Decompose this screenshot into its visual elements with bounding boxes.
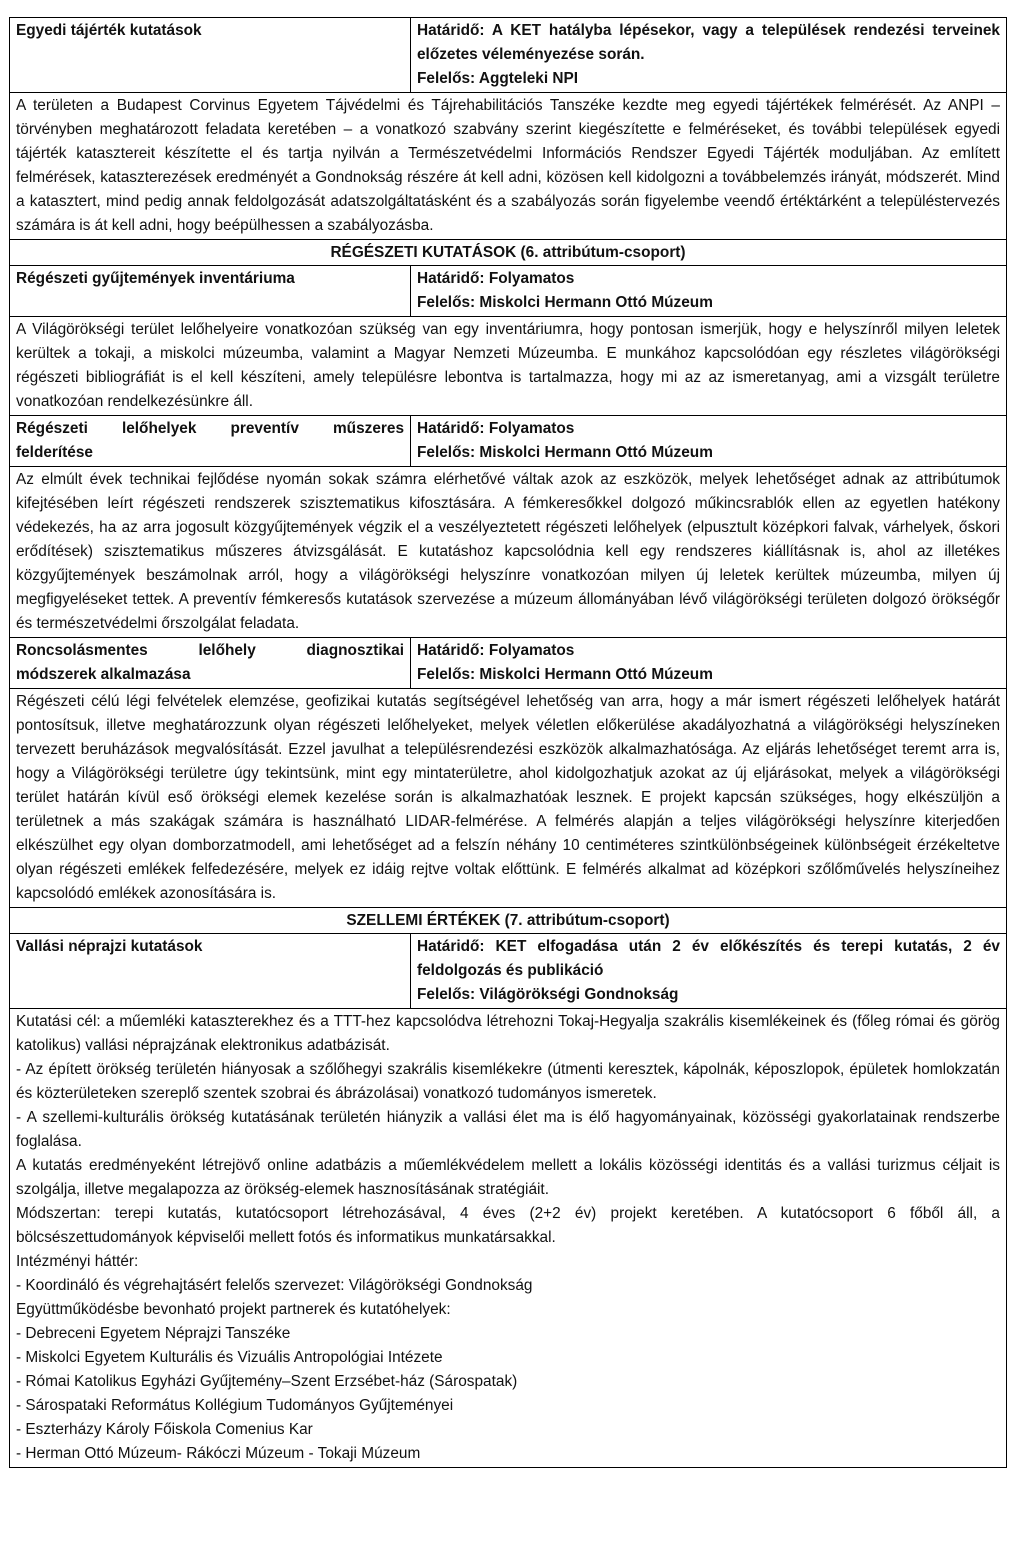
task-meta [411, 638, 1007, 689]
task-title-line: Roncsolásmentes lelőhely diagnosztikai [16, 642, 404, 659]
partner-item: - Debreceni Egyetem Néprajzi Tanszéke [16, 1325, 291, 1342]
table-row [10, 18, 1007, 93]
paragraph: Együttműködésbe bevonható projekt partnerek és kutatóhelyek: [16, 1301, 451, 1318]
task-title [10, 934, 411, 1009]
partner-item: - Miskolci Egyetem Kulturális és Vizuális Antropológiai Intézete [16, 1349, 443, 1366]
task-title-text: Egyedi tájérték kutatások [16, 22, 202, 39]
document-page [9, 17, 1007, 1468]
task-description: A Világörökségi terület lelőhelyeire vonatkozóan szükség van egy inventáriumra, hogy pontosan ismerjük, hogy e helyszínről milyen leletek kerültek a tokaji, a miskolci múzeumba, valamint a Magyar Nemzeti Múzeumba. E munkához kapcsolódóan egy részletes világörökségi régészeti bibliográfiát is el kell készíteni, amely településre lebontva is tartalmazza, hogy mi az az ismeretanyag, ami a vizsgált területre vonatkozóan rendelkezésünkre áll. [10, 317, 1007, 416]
deadline-text: Határidő: Folyamatos [417, 642, 575, 659]
task-description: Az elmúlt évek technikai fejlődése nyomán sokak számra elérhetővé váltak azok az eszközök, melyek lehetőséget adnak az attribútumok kifejtésében leírt régészeti rendszerek szisztematikus kifosztására. A fémkeresőkkel dolgozó műkincsrablók ellen az egyetlen hatékony védekezés, ha az arra jogosult közgyűjtemények végzik el a veszélyeztetett régészeti lelőhelyek (elpusztult középkori falvak, várhelyek, őskori erődítések) szisztematikus műszeres átvizsgálását. E kutatáshoz kapcsolódnia kell egy rendszeres kiállításnak is, ahol az illetékes közgyűjtemények beszámolnak arról, hogy a világörökségi helyszínre vonatkozóan milyen új leletek kerültek múzeumba, milyen új megfigyeléseket tettek. A preventív fémkeresős kutatások szervezése a múzeum állományában lévő világörökségi területen dolgozó örökségőr és természetvédelmi őrszolgálat feladata. [10, 467, 1007, 638]
task-description [10, 1009, 1007, 1468]
paragraph: Módszertan: terepi kutatás, kutatócsoport létrehozásával, 4 éves (2+2 év) projekt keretében. A kutatócsoport 6 főből áll, a bölcsészettudományok képviselői mellett fotós és informatikus munkatársakkal. [16, 1205, 1000, 1246]
table-row [10, 908, 1007, 934]
responsible-text: Felelős: Aggteleki NPI [417, 70, 579, 87]
task-title [10, 416, 411, 467]
deadline-text: Határidő: Folyamatos [417, 270, 575, 287]
responsible-text: Felelős: Miskolci Hermann Ottó Múzeum [417, 444, 713, 461]
task-title-text: Régészeti gyűjtemények inventáriuma [16, 270, 295, 287]
section-heading: RÉGÉSZETI KUTATÁSOK (6. attribútum-csoport) [10, 240, 1007, 266]
task-description: A területen a Budapest Corvinus Egyetem Tájvédelmi és Tájrehabilitációs Tanszéke kezdte meg egyedi tájértékek felmérését. Az ANPI – törvényben meghatározott feladata keretében – a vonatkozó szabvány szerint kiegészítette e felméréseket, és további települések egyedi tájérték katasztereit készítette el és tartja nyilván a Természetvédelmi Információs Rendszer Egyedi Tájérték moduljában. Az említett felmérések, kataszterezések eredményét a Gondnokság részére át kell adni, közösen kell kidolgozni a továbbelemzés irányát, módszerét. Mind a katasztert, mind pedig annak feldolgozását adatszolgáltatásként és a szabályozás során figyelembe veendő értéktárként a településtervezés számára is át kell adni, hogy beépülhessen a szabályozásba. [10, 93, 1007, 240]
planning-table [9, 17, 1007, 1468]
task-meta [411, 934, 1007, 1009]
responsible-text: Felelős: Miskolci Hermann Ottó Múzeum [417, 294, 713, 311]
task-title-text: Vallási néprajzi kutatások [16, 938, 203, 955]
task-title-line: felderítése [16, 444, 93, 461]
table-row [10, 689, 1007, 908]
task-description: Régészeti célú légi felvételek elemzése, geofizikai kutatás segítségével lehetőség van arra, hogy a már ismert régészeti lelőhelyek határát pontosítsuk, illetve meghatározzunk olyan régészeti lelőhelyeket, melyek véletlen előkerülése akadályozhatná a világörökségi helyszíneken tervezett beruházások megvalósítását. Ezzel javulhat a településrendezési eszközök alkalmazhatósága. Az eljárás lehetőséget teremt arra is, hogy a Világörökségi területre úgy tekintsünk, mint egy mintaterületre, ahol kidolgozhatjuk azokat az új eljárásokat, melyek a világörökségi terület határán kívül eső örökségi elemek kezelése során is alkalmazhatóak lesznek. E projekt kapcsán szükséges, hogy elkészüljön a területnek a más szakágak számára is használható LIDAR-felmérése. A felmérés alapján a teljes világörökségi helyszínre kiterjedően elkészülhet egy olyan domborzatmodell, ami lehetőséget ad a felszín néhány 10 centiméteres szintkülönbségeinek különbségeit érzékeltetve olyan régészeti emlékek felfedezésére, melyek ez idáig rejtve voltak előttünk. E felmérés alkalmat ad középkori szőlőművelés helyszíneihez kapcsolódó emlékek azonosítására is. [10, 689, 1007, 908]
task-title [10, 266, 411, 317]
paragraph: - Koordináló és végrehajtásért felelős szervezet: Világörökségi Gondnokság [16, 1277, 533, 1294]
task-meta [411, 18, 1007, 93]
paragraph: - Az épített örökség területén hiányosak a szőlőhegyi szakrális kisemlékekre (útmenti keresztek, kápolnák, képoszlopok, épületek homlokzatán és közterületeken szereplő szentek szobrai és ábrázolásai) vonatkozó tudományos ismeretek. [16, 1061, 1000, 1102]
partner-item: - Római Katolikus Egyházi Gyűjtemény–Szent Erzsébet-ház (Sárospatak) [16, 1373, 518, 1390]
task-meta [411, 266, 1007, 317]
table-row [10, 93, 1007, 240]
deadline-text: Határidő: KET elfogadása után 2 év előkészítés és terepi kutatás, 2 év feldolgozás és publikáció [417, 938, 1000, 979]
responsible-text: Felelős: Világörökségi Gondnokság [417, 986, 679, 1003]
table-row [10, 934, 1007, 1009]
paragraph: A kutatás eredményeként létrejövő online adatbázis a műemlékvédelem mellett a lokális közösségi identitás és a vallási turizmus céljait is szolgálja, illetve megalapozza az örökség-elemek hasznosításának stratégiáit. [16, 1157, 1000, 1198]
task-title-line: Régészeti lelőhelyek preventív műszeres [16, 420, 404, 437]
partner-item: - Sárospataki Református Kollégium Tudományos Gyűjteményei [16, 1397, 454, 1414]
table-row [10, 416, 1007, 467]
task-title-line: módszerek alkalmazása [16, 666, 191, 683]
responsible-text: Felelős: Miskolci Hermann Ottó Múzeum [417, 666, 713, 683]
paragraph: Kutatási cél: a műemléki kataszterekhez és a TTT-hez kapcsolódva létrehozni Tokaj-Hegyalja szakrális kisemlékeinek és (főleg római és görög katolikus) vallási néprajzának elektronikus adatbázisát. [16, 1013, 1000, 1054]
table-row [10, 240, 1007, 266]
task-meta [411, 416, 1007, 467]
partner-item: - Herman Ottó Múzeum- Rákóczi Múzeum - Tokaji Múzeum [16, 1445, 421, 1462]
deadline-text: Határidő: Folyamatos [417, 420, 575, 437]
table-row [10, 467, 1007, 638]
table-row [10, 317, 1007, 416]
table-row [10, 638, 1007, 689]
table-row [10, 266, 1007, 317]
paragraph: - A szellemi-kulturális örökség kutatásának területén hiányzik a vallási élet ma is élő hagyományainak, közösségi gyakorlatainak rendszerbe foglalása. [16, 1109, 1000, 1150]
section-heading: SZELLEMI ÉRTÉKEK (7. attribútum-csoport) [10, 908, 1007, 934]
deadline-text: Határidő: A KET hatályba lépésekor, vagy a települések rendezési terveinek előzetes véleményezése során. [417, 22, 1000, 63]
task-title [10, 638, 411, 689]
task-title [10, 18, 411, 93]
table-row [10, 1009, 1007, 1468]
paragraph: Intézményi háttér: [16, 1253, 139, 1270]
partner-item: - Eszterházy Károly Főiskola Comenius Kar [16, 1421, 313, 1438]
